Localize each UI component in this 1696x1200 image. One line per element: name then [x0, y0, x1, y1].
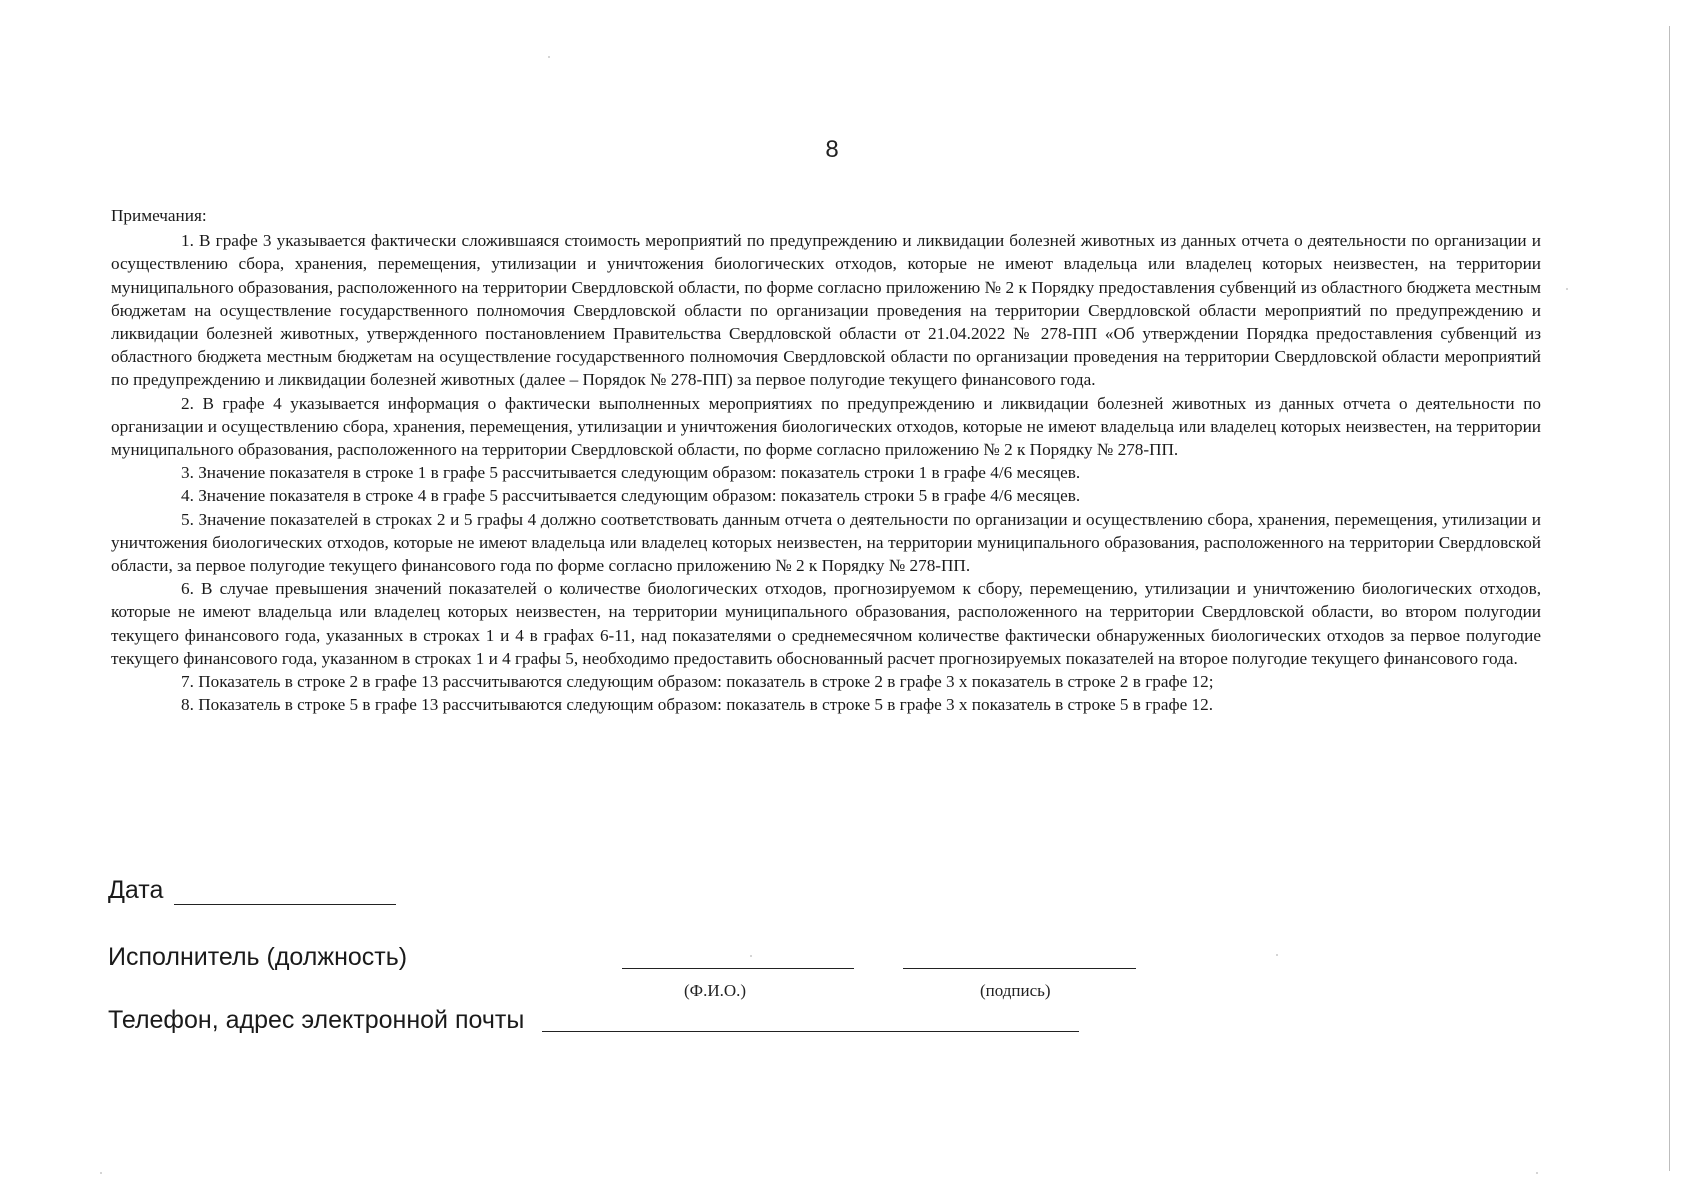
note-2: 2. В графе 4 указывается информация о фактически выполненных мероприятиях по предупреждению и ликвидации болезней животных из данных отчета о деятельности по организации и осуществлению сбора, хранения, перемещения, утилизации и уничтожения биологических отходов, которые не имеют владельца или владелец которых неизвестен, на территории муниципального образования, расположенного на территории Свердловской области, по форме согласно приложению № 2 к Порядку № 278-ПП. [111, 393, 1541, 460]
note-1: 1. В графе 3 указывается фактически сложившаяся стоимость мероприятий по предупреждению и ликвидации болезней животных из данных отчета о деятельности по организации и осуществлению сбора, хранения, перемещения, утилизации и уничтожения биологических отходов, которые не имеют владельца или владелец которых неизвестен, на территории муниципального образования, расположенного на территории Свердловской области, по форме согласно приложению № 2 к Порядку предоставления субвенций из областного бюджета местным бюджетам на осуществление государственного полномочия Свердловской области по организации проведения на территории Свердловской области мероприятий по предупреждению и ликвидации болезней животных, утвержденного постановлением Правительства Свердловской области от 21.04.2022 № 278-ПП «Об утверждении Порядка предоставления субвенций из областного бюджета местным бюджетам на осуществление государственного полномочия Свердловской области по организации проведения на территории Свердловской области мероприятий по предупреждению и ликвидации болезней животных (далее – Порядок № 278-ПП) за первое полугодие текущего финансового года. [111, 231, 1541, 390]
note-4: 4. Значение показателя в строке 4 в графе 5 рассчитывается следующим образом: показатель строки 5 в графе 4/6 месяцев. [181, 486, 1081, 506]
note-7: 7. Показатель в строке 2 в графе 13 рассчитываются следующим образом: показатель в строке 2 в графе 3 х показатель в строке 2 в графе 12; [181, 672, 1214, 692]
note-6: 6. В случае превышения значений показателей о количестве биологических отходов, прогнозируемом к сбору, перемещению, утилизации и уничтожению биологических отходов, которые не имеют владельца или владелец которых неизвестен, на территории муниципального образования, расположенного на территории Свердловской области, во втором полугодии текущего финансового года, указанных в строках 1 и 4 в графах 6-11, над показателями о среднемесячном количестве фактически обнаруженных биологических отходов за первое полугодие текущего финансового года, указанном в строках 1 и 4 графы 5, необходимо предоставить обоснованный расчет прогнозируемых показателей на второе полугодие текущего финансового года. [111, 579, 1541, 668]
contact-field-line[interactable] [542, 1031, 1079, 1032]
scan-speck [548, 56, 550, 58]
note-8: 8. Показатель в строке 5 в графе 13 рассчитываются следующим образом: показатель в строке 5 в графе 3 х показатель в строке 5 в графе 12. [181, 695, 1214, 715]
date-label: Дата [108, 876, 164, 904]
fio-caption: (Ф.И.О.) [684, 981, 747, 1000]
signature-field-line[interactable] [903, 968, 1136, 969]
scan-speck [750, 955, 752, 957]
executor-label: Исполнитель (должность) [108, 943, 408, 971]
scan-speck [1536, 1172, 1538, 1174]
notes-section [111, 204, 1541, 716]
scan-speck [100, 1172, 102, 1174]
notes-title: Примечания: [111, 206, 207, 225]
note-5: 5. Значение показателей в строках 2 и 5 графы 4 должно соответствовать данным отчета о деятельности по организации и осуществлению сбора, хранения, перемещения, утилизации и уничтожения биологических отходов, которые не имеют владельца или владелец которых неизвестен, на территории муниципального образования, расположенного на территории Свердловской области, за первое полугодие текущего финансового года по форме согласно приложению № 2 к Порядку № 278-ПП. [111, 509, 1541, 576]
contact-label: Телефон, адрес электронной почты [108, 1006, 525, 1034]
fio-field-line[interactable] [622, 968, 854, 969]
scan-edge-line [1669, 26, 1670, 1171]
scan-speck [1566, 288, 1568, 290]
date-field-line[interactable] [174, 904, 396, 905]
note-3: 3. Значение показателя в строке 1 в графе 5 рассчитывается следующим образом: показатель строки 1 в графе 4/6 месяцев. [181, 463, 1081, 483]
scan-speck [1276, 954, 1278, 956]
page-number: 8 [825, 136, 839, 163]
signature-caption: (подпись) [980, 981, 1051, 1000]
